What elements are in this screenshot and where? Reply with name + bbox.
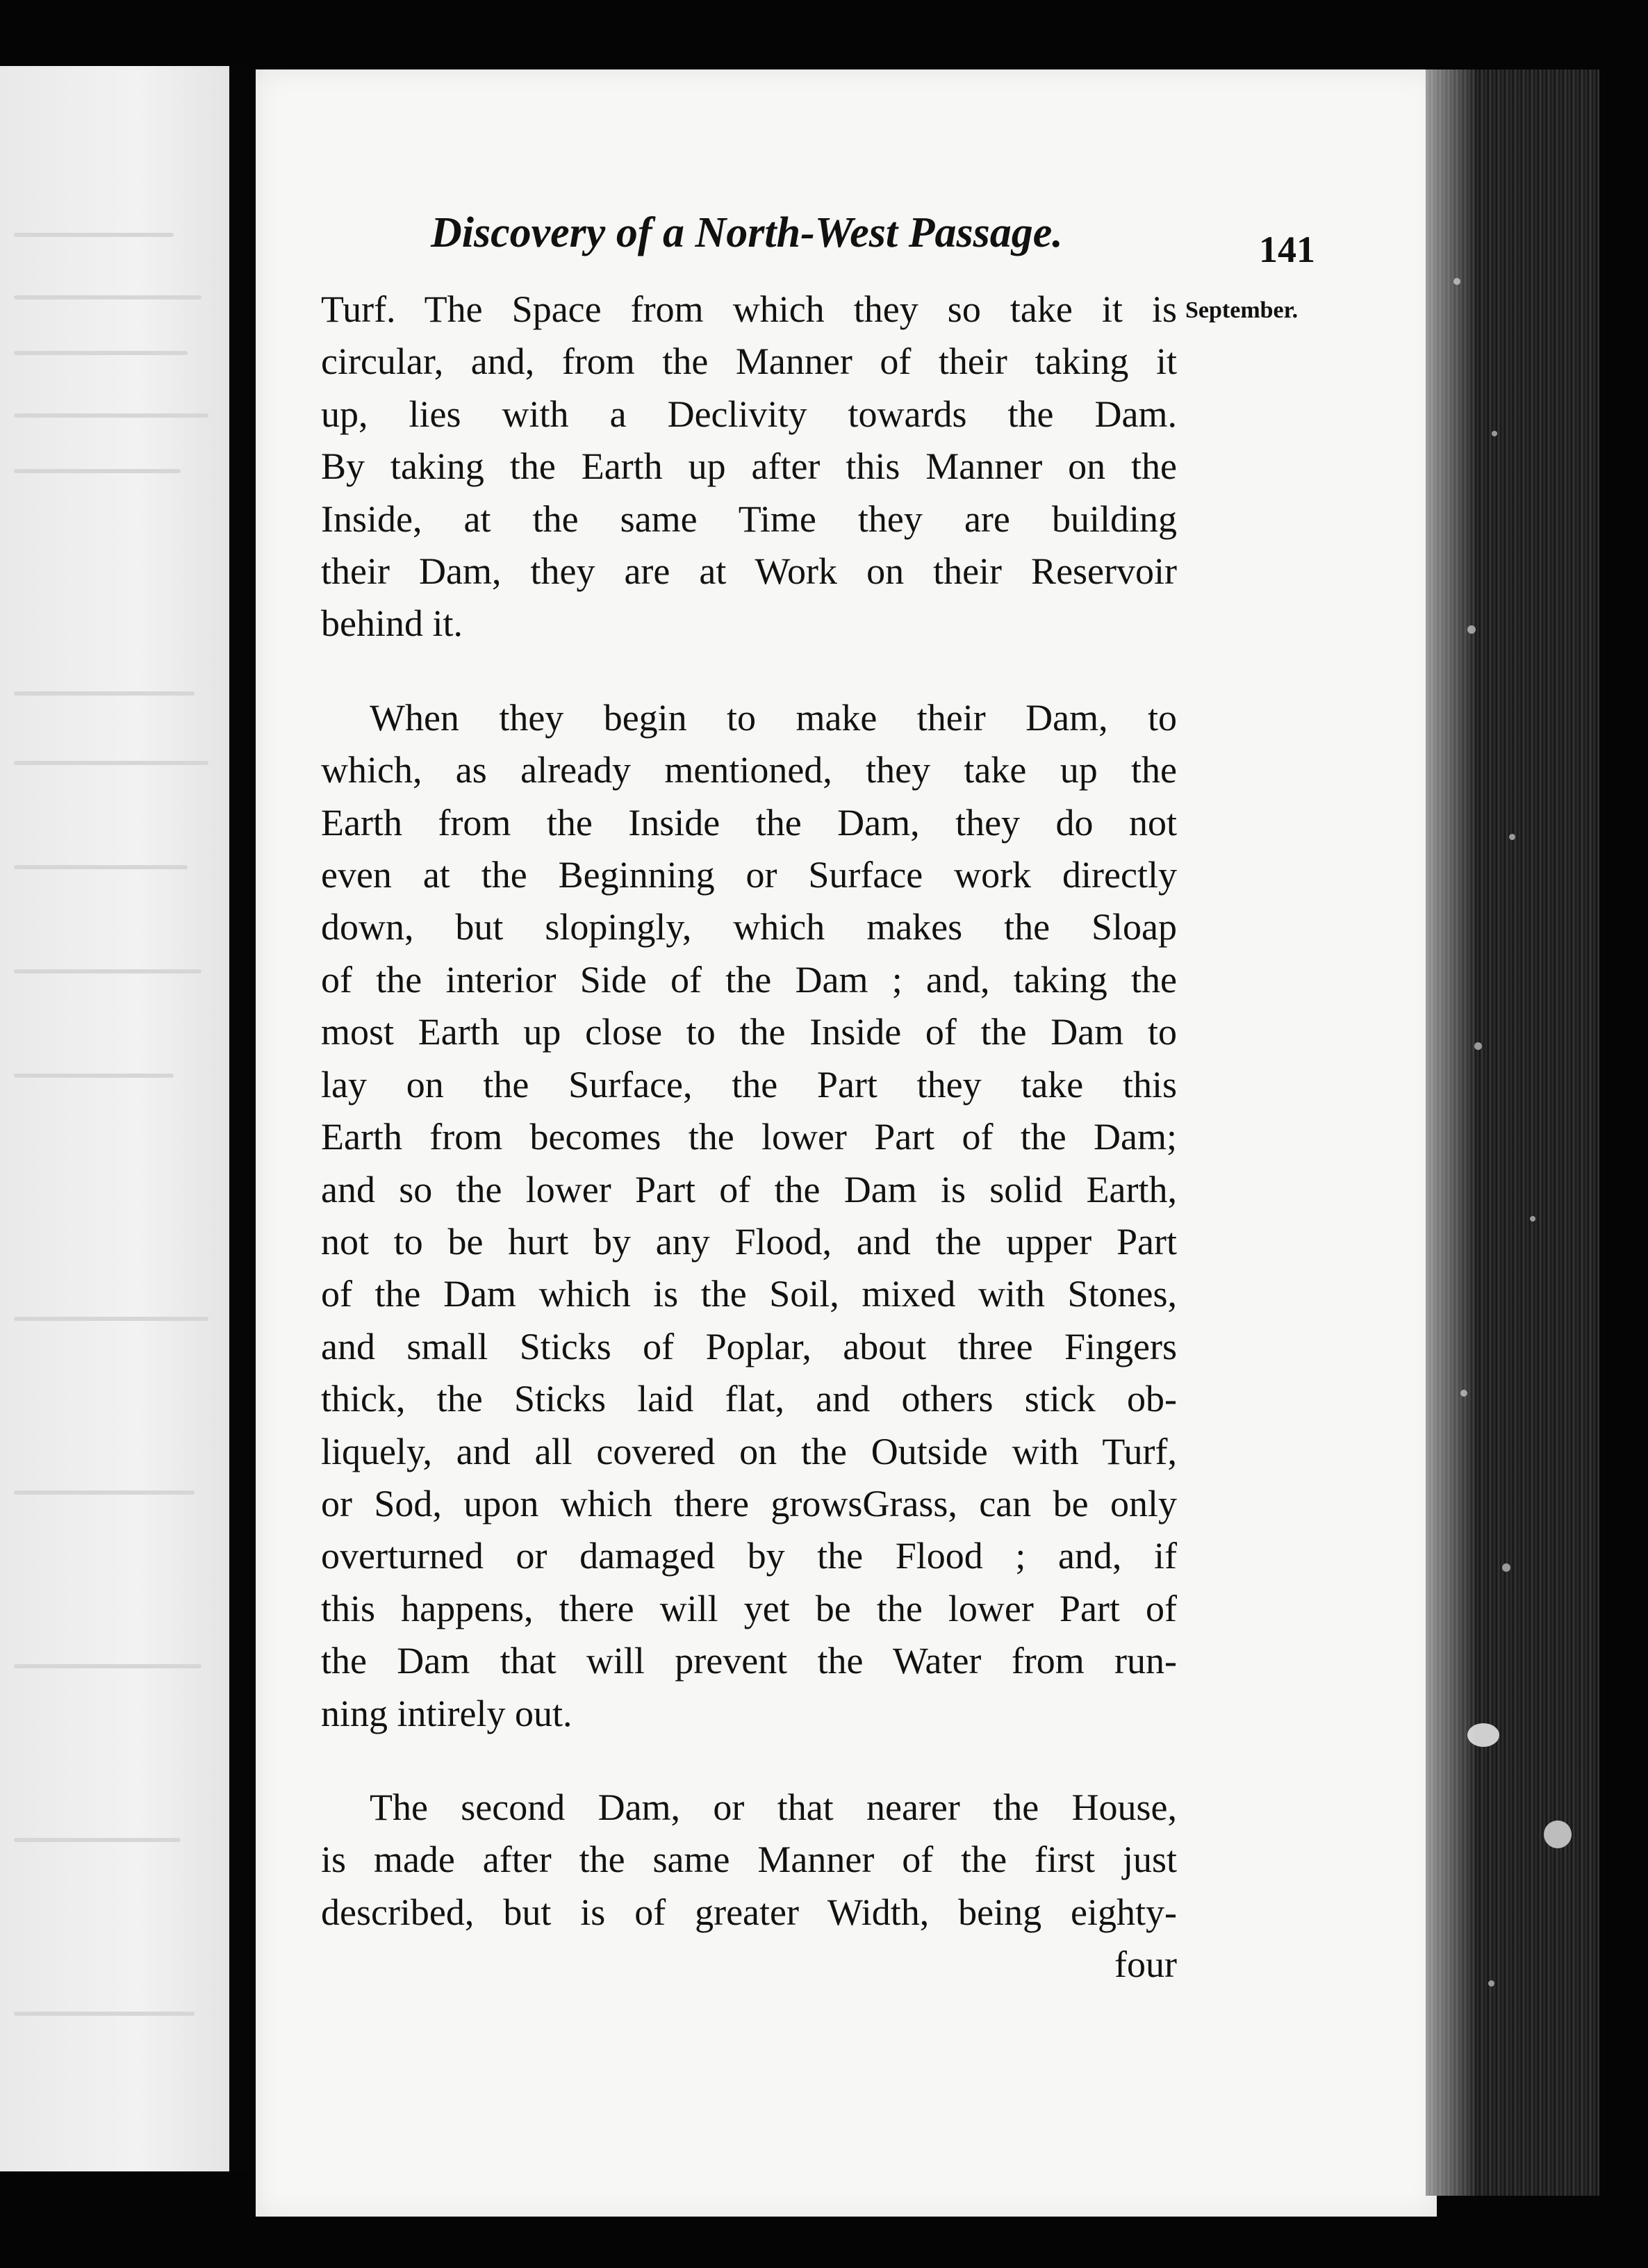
faded-line (14, 865, 188, 869)
text-line: By taking the Earth up after this Manner on the (321, 445, 1177, 488)
speck (1492, 431, 1497, 436)
faded-line (14, 233, 174, 237)
text-line: ning intirely out. (321, 1692, 572, 1734)
speck (1502, 1563, 1510, 1572)
text-line: the Dam that will prevent the Water from run- (321, 1640, 1177, 1682)
text-line: of the interior Side of the Dam ; and, taking the (321, 958, 1177, 1001)
text-line: lay on the Surface, the Part they take this (321, 1063, 1177, 1106)
body-text (321, 284, 1177, 1991)
previous-page-edge (0, 66, 229, 2171)
text-line: Turf. The Space from which they so take it is (321, 288, 1177, 330)
faded-line (14, 1074, 174, 1078)
text-line: or Sod, upon which there growsGrass, can be only (321, 1482, 1177, 1525)
text-line: Inside, at the same Time they are building (321, 498, 1177, 540)
faded-line (14, 1317, 208, 1321)
speck (1488, 1980, 1494, 1987)
catchword: four (1114, 1944, 1177, 1986)
text-line: most Earth up close to the Inside of the Dam to (321, 1011, 1177, 1053)
page-number: 141 (1259, 229, 1315, 270)
text-line: their Dam, they are at Work on their Reservoir (321, 550, 1177, 593)
faded-line (14, 761, 208, 765)
page-edge-highlight (1426, 69, 1474, 2196)
page-damage-mark (1544, 1821, 1572, 1848)
text-line: and small Sticks of Poplar, about three Fingers (321, 1325, 1177, 1367)
text-line: overturned or damaged by the Flood ; and, if (321, 1535, 1177, 1577)
text-line: described, but is of greater Width, being eighty- (321, 1891, 1177, 1933)
faded-line (14, 413, 208, 418)
paragraph-gap (321, 1740, 1177, 1782)
faded-line (14, 1490, 195, 1495)
text-line: liquely, and all covered on the Outside with Turf, (321, 1430, 1177, 1472)
faded-line (14, 691, 195, 696)
text-line: Earth from the Inside the Dam, they do not (321, 801, 1177, 844)
text-line: of the Dam which is the Soil, mixed with Stones, (321, 1273, 1177, 1315)
text-line: even at the Beginning or Surface work directly (321, 854, 1177, 896)
text-line: up, lies with a Declivity towards the Dam. (321, 393, 1177, 435)
text-line: down, but slopingly, which makes the Sloap (321, 906, 1177, 948)
speck (1509, 834, 1515, 840)
faded-line (14, 1664, 201, 1668)
speck (1474, 1042, 1482, 1050)
margin-note: September. (1185, 297, 1299, 323)
paragraph-gap (321, 650, 1177, 692)
faded-line (14, 969, 201, 973)
faded-line (14, 295, 201, 299)
text-line: The second Dam, or that nearer the House, (370, 1786, 1177, 1828)
faded-line (14, 469, 181, 473)
text-line: and so the lower Part of the Dam is solid Earth, (321, 1168, 1177, 1210)
running-title: Discovery of a North-West Passage. (431, 209, 1063, 256)
text-line: this happens, there will yet be the lower Part of (321, 1587, 1177, 1629)
text-line: behind it. (321, 602, 463, 645)
speck (1530, 1216, 1535, 1222)
text-line: which, as already mentioned, they take up the (321, 749, 1177, 791)
text-line: circular, and, from the Manner of their taking it (321, 340, 1177, 383)
book-gutter (229, 66, 256, 2171)
text-line: thick, the Sticks laid flat, and others stick ob- (321, 1378, 1177, 1420)
text-line: Earth from becomes the lower Part of the Dam; (321, 1116, 1177, 1158)
text-line: not to be hurt by any Flood, and the upper Part (321, 1220, 1177, 1263)
faded-line (14, 1838, 181, 1842)
faded-line (14, 351, 188, 355)
text-line: When they begin to make their Dam, to (370, 696, 1177, 739)
faded-line (14, 2012, 195, 2016)
text-line: is made after the same Manner of the first just (321, 1839, 1177, 1881)
